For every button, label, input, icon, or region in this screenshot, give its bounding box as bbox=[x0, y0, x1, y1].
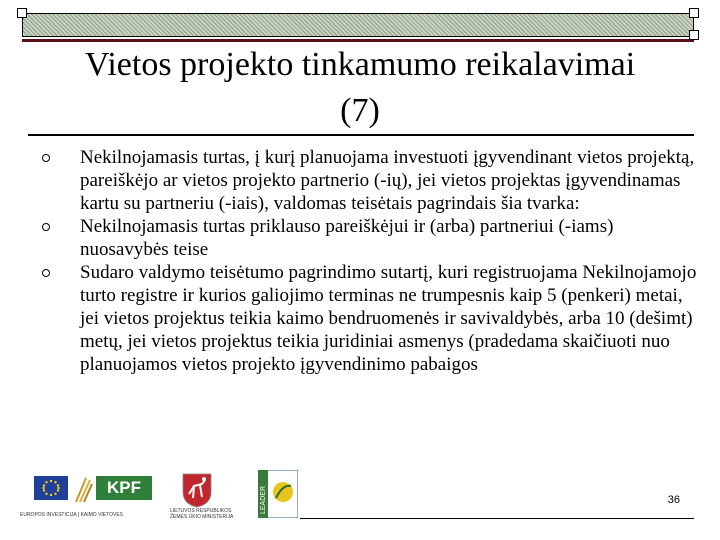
page-number: 36 bbox=[667, 494, 680, 506]
corner-box-top-left bbox=[17, 8, 27, 18]
title-divider bbox=[28, 134, 694, 136]
leader-vertical-label bbox=[258, 470, 268, 518]
bullet-circle-icon bbox=[42, 154, 50, 162]
bullet-circle-icon bbox=[42, 223, 50, 231]
ministry-caption: LIETUVOS RESPUBLIKOS ŽEMĖS ŪKIO MINISTERIJA bbox=[170, 508, 234, 520]
wheat-icon bbox=[72, 474, 94, 504]
top-bar-pattern bbox=[23, 14, 693, 36]
svg-text:LEADER: LEADER bbox=[260, 485, 267, 514]
slide-title: Vietos projekto tinkamumo reikalavimai (7) bbox=[84, 46, 636, 129]
kpf-logo: KPF bbox=[96, 476, 152, 500]
eu-flag-icon bbox=[34, 476, 68, 500]
bullet-list bbox=[40, 146, 700, 376]
bullet-item bbox=[40, 261, 700, 376]
bullet-text: Nekilnojamasis turtas priklauso pareiškėjui ir (arba) partneriui (-iams) nuosavybės teise bbox=[80, 216, 614, 260]
bullet-item bbox=[40, 215, 700, 261]
corner-box-top-right bbox=[689, 8, 699, 18]
top-decorative-bar bbox=[22, 13, 694, 37]
footer-logos bbox=[20, 470, 300, 524]
bullet-item bbox=[40, 146, 700, 215]
bullet-text: Sudaro valdymo teisėtumo pagrindimo sutartį, kuri registruojama Nekilnojamojo turto registre ir kurios galiojimo terminas ne trumpesnis kaip 5 (penkeri) metai, jei vietos projektus teikia kaimo bendruomenės ir savivaldybės, arba 10 (dešimt) metų, jei vietos projektus teikia juridiniai asmenys (pradedama skaičiuoti nuo planuojamos vietos projekto įgyvendinimo pabaigos bbox=[80, 262, 697, 375]
bullet-circle-icon bbox=[42, 269, 50, 277]
corner-box-right bbox=[689, 30, 699, 40]
coat-of-arms-icon bbox=[180, 472, 214, 508]
footer-divider bbox=[300, 518, 694, 519]
eu-investment-caption: EUROPOS INVESTICIJA Į KAIMO VIETOVES bbox=[20, 512, 123, 518]
bullet-text: Nekilnojamasis turtas, į kurį planuojama investuoti įgyvendinant vietos projektą, pareiškėjo ar vietos projekto partnerio (-ių), jei vietos projektas įgyvendinamas kartu su partneriu (-iais), valdomas teisėtais pagrindais šia tvarka: bbox=[80, 147, 695, 214]
